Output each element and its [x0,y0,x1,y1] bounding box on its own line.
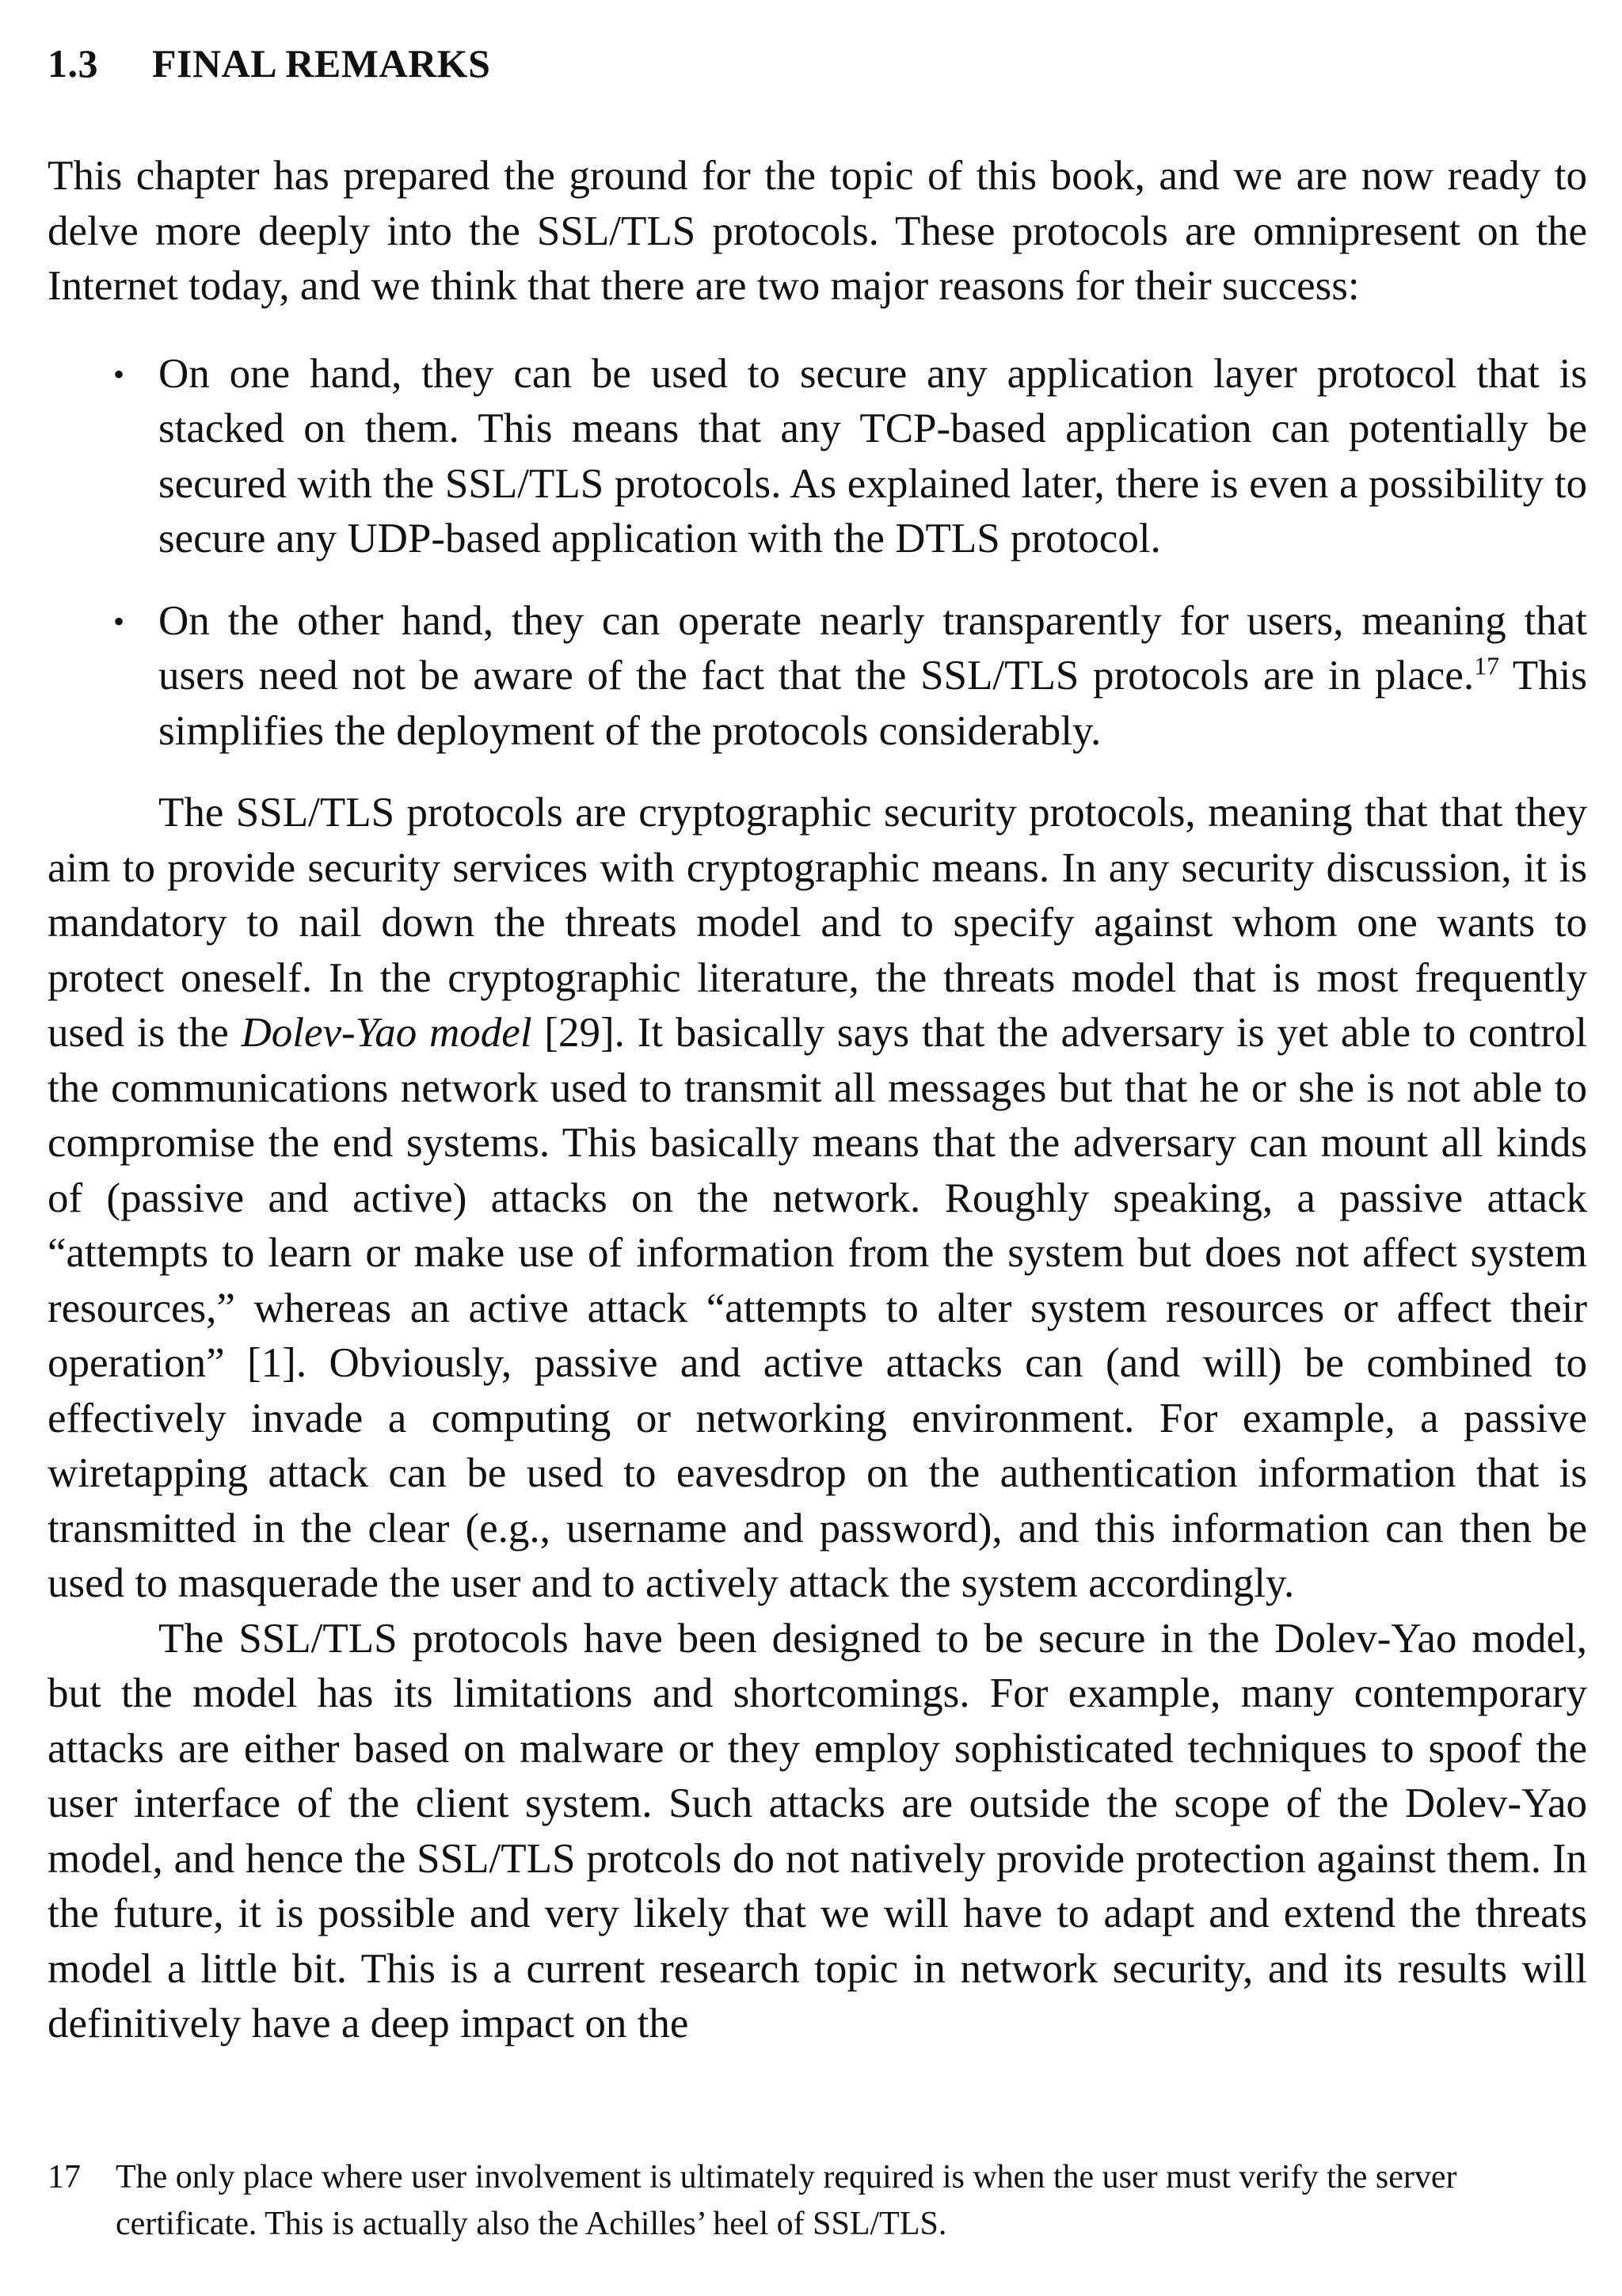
list-item-text: On the other hand, they can operate nearly transparently for users, meaning that users need not be aware of the fact that the SSL/TLS protocols are in place. [158,597,1587,699]
paragraph-text: The SSL/TLS protocols are cryptographic security protocols, meaning that that they aim to provide security services with cryptographic means. In any security discussion, it is mandatory to nail down the threats model and to specify against whom one wants to protect oneself. In the cryptographic literature, the threats model that is most frequently used is the [48,790,1587,1056]
footnote-text: The only place where user involvement is ultimately required is when the user must verify the server certificate. This is actually also the Achilles’ heel of SSL/TLS. [116,2159,1457,2242]
section-heading [48,32,1587,95]
reasons-list [48,347,1587,760]
footnote-ref[interactable]: 17 [1474,651,1500,680]
bullet-icon: • [113,603,125,639]
footnote-number: 17 [48,2159,81,2195]
page [48,32,1587,2052]
list-item [48,594,1587,760]
bullet-icon: • [113,356,125,392]
paragraph-threat-model [48,786,1587,1612]
paragraph-limitations: The SSL/TLS protocols have been designed to be secure in the Dolev-Yao model, but the model has its limitations and shortcomings. For example, many contemporary attacks are either based on malware or they employ sophisticated techniques to spoof the user interface of the client system. Such attacks are outside the scope of the Dolev-Yao model, and hence the SSL/TLS protcols do not natively provide protection against them. In the future, it is possible and very likely that we will have to adapt and extend the threats model a little bit. This is a current research topic in network security, and its results will definitively have a deep impact on the [48,1615,1587,2047]
list-item [48,347,1587,567]
list-item-text: On one hand, they can be used to secure any application layer protocol that is stacked on them. This means that any TCP-based application can potentially be secured with the SSL/TLS protocols. As explained later, there is even a possibility to secure any UDP-based application with the DTLS protocol. [158,350,1587,562]
section-number: 1.3 [48,41,98,86]
footnote [48,2154,1587,2248]
intro-paragraph: This chapter has prepared the ground for the topic of this book, and we are now ready to delve more deeply into the SSL/TLS protocols. These protocols are omnipresent on the Internet today, and we think that there are two major reasons for their success: [48,153,1587,309]
list-item-text-cont: This simplifies the deployment of the protocols considerably. [158,653,1587,754]
paragraph-text-cont: [29]. It basically says that the adversary is yet able to control the communications network used to transmit all messages but that he or she is not able to compromise the end systems. This basically means that the adversary can mount all kinds of (passive and active) attacks on the network. Roughly speaking, a passive attack “attempts to learn or make use of information from the system but does not affect system resources,” whereas an active attack “attempts to alter system resources or affect their operation” [1]. Obviously, passive and active attacks can (and will) be combined to effectively invade a computing or networking environment. For example, a passive wiretapping attack can be used to eavesdrop on the authentication information that is transmitted in the clear (e.g., username and password), and this information can then be used to masquerade the user and to actively attack the system accordingly. [48,1010,1587,1606]
dolev-yao-term: Dolev-Yao model [241,1010,532,1056]
section-title: FINAL REMARKS [152,41,491,86]
